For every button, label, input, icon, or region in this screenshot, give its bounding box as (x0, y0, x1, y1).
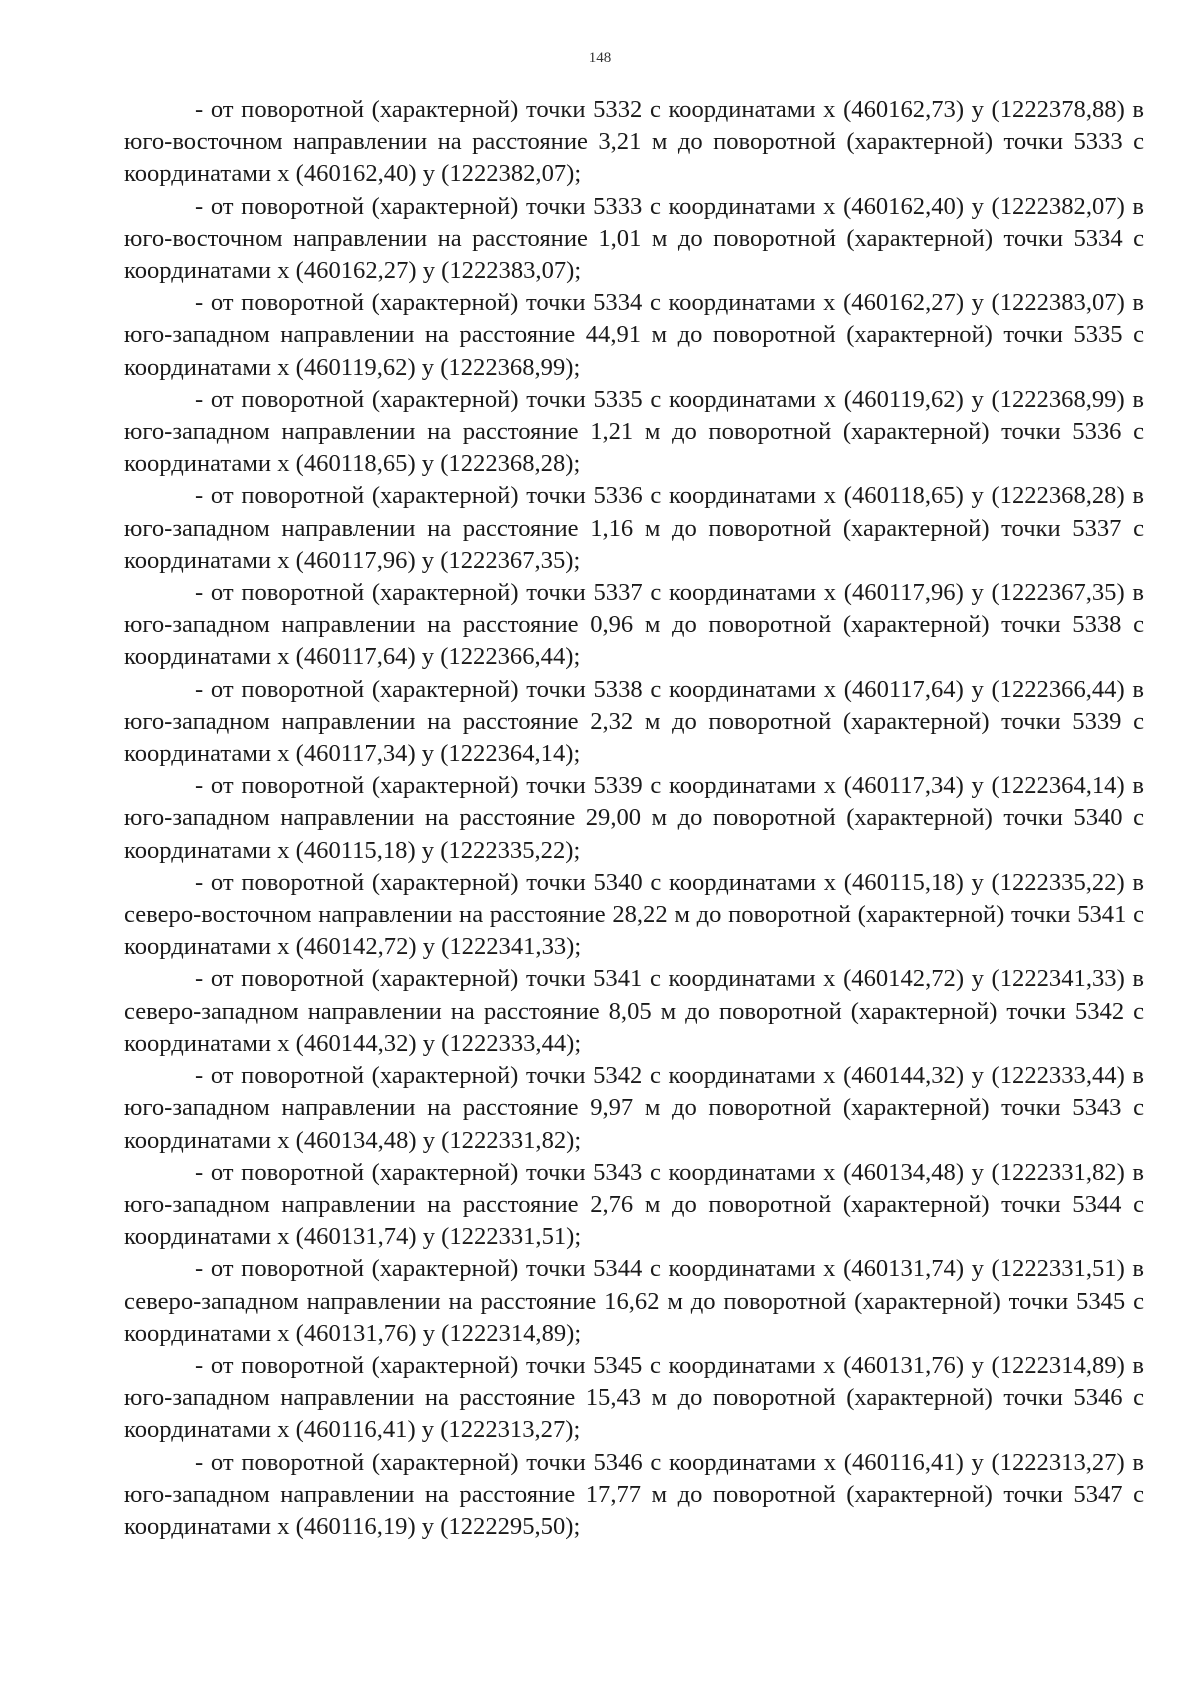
boundary-segment-paragraph: - от поворотной (характерной) точки 5345 с координатами x (460131,76) y (1222314,89) в юго-западном направлении на расстояние 15,43 м до поворотной (характерной) точки 5346 с координатами x (460116,41) y (1222313,27); (124, 1351, 1144, 1444)
boundary-segment-paragraph: - от поворотной (характерной) точки 5346 с координатами x (460116,41) y (1222313,27) в юго-западном направлении на расстояние 17,77 м до поворотной (характерной) точки 5347 с координатами x (460116,19) y (1222295,50); (124, 1448, 1144, 1540)
document-body (124, 94, 1144, 1543)
boundary-segment-paragraph: - от поворотной (характерной) точки 5342 с координатами x (460144,32) y (1222333,44) в юго-западном направлении на расстояние 9,97 м до поворотной (характерной) точки 5343 с координатами x (460134,48) y (1222331,82); (124, 1062, 1144, 1154)
boundary-segment-paragraph: - от поворотной (характерной) точки 5337 с координатами x (460117,96) y (1222367,35) в юго-западном направлении на расстояние 0,96 м до поворотной (характерной) точки 5338 с координатами x (460117,64) y (1222366,44); (124, 579, 1144, 671)
boundary-segment-paragraph: - от поворотной (характерной) точки 5341 с координатами x (460142,72) y (1222341,33) в северо-западном направлении на расстояние 8,05 м до поворотной (характерной) точки 5342 с координатами x (460144,32) y (1222333,44); (124, 965, 1144, 1057)
boundary-segment-paragraph: - от поворотной (характерной) точки 5333 с координатами x (460162,40) y (1222382,07) в юго-восточном направлении на расстояние 1,01 м до поворотной (характерной) точки 5334 с координатами x (460162,27) y (1222383,07); (124, 192, 1144, 285)
boundary-segment-paragraph: - от поворотной (характерной) точки 5335 с координатами x (460119,62) y (1222368,99) в юго-западном направлении на расстояние 1,21 м до поворотной (характерной) точки 5336 с координатами x (460118,65) y (1222368,28); (124, 385, 1144, 478)
boundary-segment-paragraph: - от поворотной (характерной) точки 5334 с координатами x (460162,27) y (1222383,07) в юго-западном направлении на расстояние 44,91 м до поворотной (характерной) точки 5335 с координатами x (460119,62) y (1222368,99); (124, 289, 1144, 381)
boundary-segment-paragraph: - от поворотной (характерной) точки 5336 с координатами x (460118,65) y (1222368,28) в юго-западном направлении на расстояние 1,16 м до поворотной (характерной) точки 5337 с координатами x (460117,96) y (1222367,35); (124, 482, 1144, 574)
boundary-segment-paragraph: - от поворотной (характерной) точки 5332 с координатами x (460162,73) y (1222378,88) в юго-восточном направлении на расстояние 3,21 м до поворотной (характерной) точки 5333 с координатами x (460162,40) y (1222382,07); (124, 96, 1144, 188)
boundary-segment-paragraph: - от поворотной (характерной) точки 5344 с координатами x (460131,74) y (1222331,51) в северо-западном направлении на расстояние 16,62 м до поворотной (характерной) точки 5345 с координатами x (460131,76) y (1222314,89); (124, 1255, 1144, 1347)
boundary-segment-paragraph: - от поворотной (характерной) точки 5343 с координатами x (460134,48) y (1222331,82) в юго-западном направлении на расстояние 2,76 м до поворотной (характерной) точки 5344 с координатами x (460131,74) y (1222331,51); (124, 1158, 1144, 1251)
page-number: 148 (588, 50, 612, 66)
boundary-segment-paragraph: - от поворотной (характерной) точки 5338 с координатами x (460117,64) y (1222366,44) в юго-западном направлении на расстояние 2,32 м до поворотной (характерной) точки 5339 с координатами x (460117,34) y (1222364,14); (124, 675, 1144, 768)
boundary-segment-paragraph: - от поворотной (характерной) точки 5339 с координатами x (460117,34) y (1222364,14) в юго-западном направлении на расстояние 29,00 м до поворотной (характерной) точки 5340 с координатами x (460115,18) y (1222335,22); (124, 772, 1144, 864)
boundary-segment-paragraph: - от поворотной (характерной) точки 5340 с координатами x (460115,18) y (1222335,22) в северо-восточном направлении на расстояние 28,22 м до поворотной (характерной) точки 5341 с координатами x (460142,72) y (1222341,33); (124, 868, 1144, 961)
